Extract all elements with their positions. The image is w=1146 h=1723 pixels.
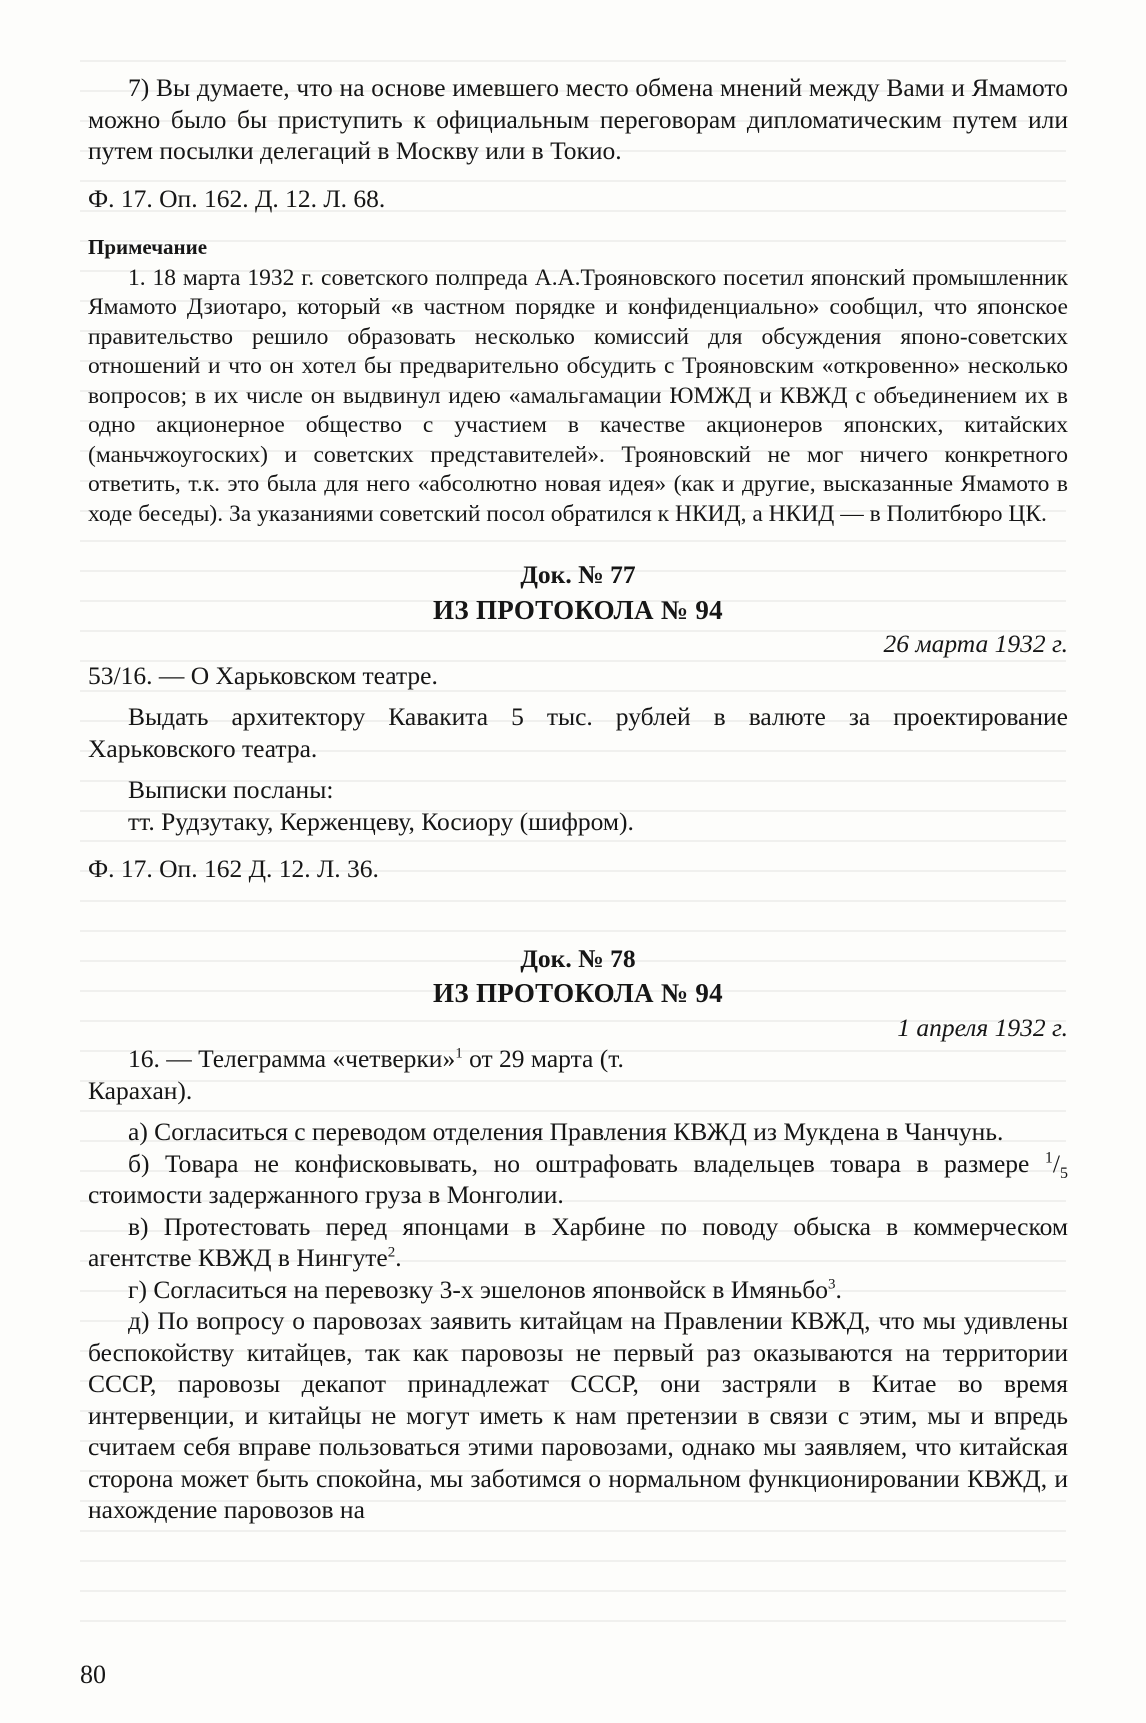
note-paragraph: 1. 18 марта 1932 г. советского полпреда А.А.Трояновского посетил японский промышленник Ямамото Дзиотаро, который «в частном порядке и конфиденциально» сообщил, что японское правительство решило образовать несколько комиссий для обсуждения японо-советских отношений и что он хотел бы предварительно обсудить с Трояновским «откровенно» несколько вопросов; в их числе он выдвинул идею «амальгамации ЮМЖД и КВЖД с объединением их в одно акционерное общество с участием в качестве акционеров японских, китайских (маньчжоугоских) и советских представителей». Трояновский не мог ничего конкретного ответить, т.к. это была для него «абсолютно новая идея» (как и другие, высказанные Ямамото в ходе беседы). За указаниями советский посол обратился к НКИД, а НКИД — в Политбюро ЦК. xyxy=(88,264,1068,527)
doc-78-point-v: в) Протестовать перед японцами в Харбине по поводу обыска в коммерческом агентстве КВЖД в Нингуте$^2$. xyxy=(88,1211,1068,1272)
doc-78-point-a: а) Согласиться с переводом отделения Правления КВЖД из Мукдена в Чанчунь. xyxy=(128,1117,1004,1146)
doc-77-decision: Выдать архитектору Кавакита 5 тыс. рублей в валюте за проектирование Харьковского театра. xyxy=(88,702,1068,763)
item-7-paragraph: 7) Вы думаете, что на основе имевшего место обмена мнений между Вами и Ямамото можно было бы приступить к официальным переговорам дипломатическим путем или путем посылки делегаций в Москву или в Токио. xyxy=(88,73,1068,165)
doc-78-number: Док. № 78 xyxy=(520,943,636,973)
doc-78-point-g: г) Согласиться на перевозку 3-х эшелонов японвойск в Имяньбо$^3$. xyxy=(128,1274,842,1304)
doc-77-title: ИЗ ПРОТОКОЛА № 94 xyxy=(433,594,723,625)
doc-77-sent-label: Выписки посланы: xyxy=(128,775,334,804)
doc-78-item: 16. — Телеграмма «четверки»$^1$ от 29 марта (т. Карахан). xyxy=(88,1044,624,1105)
doc-78-point-d: д) По вопросу о паровозах заявить китайцам на Правлении КВЖД, что мы удивлены беспокойству китайцев, так как паровозы не первый раз оказываются на территории СССР, паровозы декапот принадлежат СССР, они застряли в Китае во время интервенции, и китайцы не могут иметь к нам претензии в связи с этим, мы и впредь считаем себя вправе пользоваться этими паровозами, однако мы заявляем, что китайская сторона может быть спокойна, мы заботимся о нормальном функционировании КВЖД, и нахождение паровозов на xyxy=(88,1306,1068,1524)
note-heading: Примечание xyxy=(88,235,208,259)
doc-78-point-b: б) Товара не конфисковывать, но оштрафовать владельцев товара в размере $^1/_5$ стоимости задержанного груза в Монголии. xyxy=(88,1148,1068,1209)
doc-78-date: 1 апреля 1932 г. xyxy=(897,1012,1068,1042)
footnote-marker: 1 xyxy=(455,1045,463,1062)
doc-77-date: 26 марта 1932 г. xyxy=(883,629,1068,658)
doc-77-sent-to: тт. Рудзутаку, Керженцеву, Косиору (шифром). xyxy=(128,806,634,836)
footnote-marker: 3 xyxy=(828,1276,836,1292)
doc-77-item: 53/16. — О Харьковском театре. xyxy=(88,660,438,690)
footnote-marker: 2 xyxy=(387,1244,396,1261)
fraction: $^1/_5$ xyxy=(1044,1148,1068,1182)
page-content xyxy=(88,72,1068,1526)
doc-78-title: ИЗ ПРОТОКОЛА № 94 xyxy=(433,978,723,1008)
archive-reference: Ф. 17. Оп. 162. Д. 12. Л. 68. xyxy=(88,183,386,213)
doc-77-reference: Ф. 17. Оп. 162 Д. 12. Л. 36. xyxy=(88,854,379,883)
page-number: 80 xyxy=(80,1660,106,1689)
doc-77-number: Док. № 77 xyxy=(520,560,636,589)
